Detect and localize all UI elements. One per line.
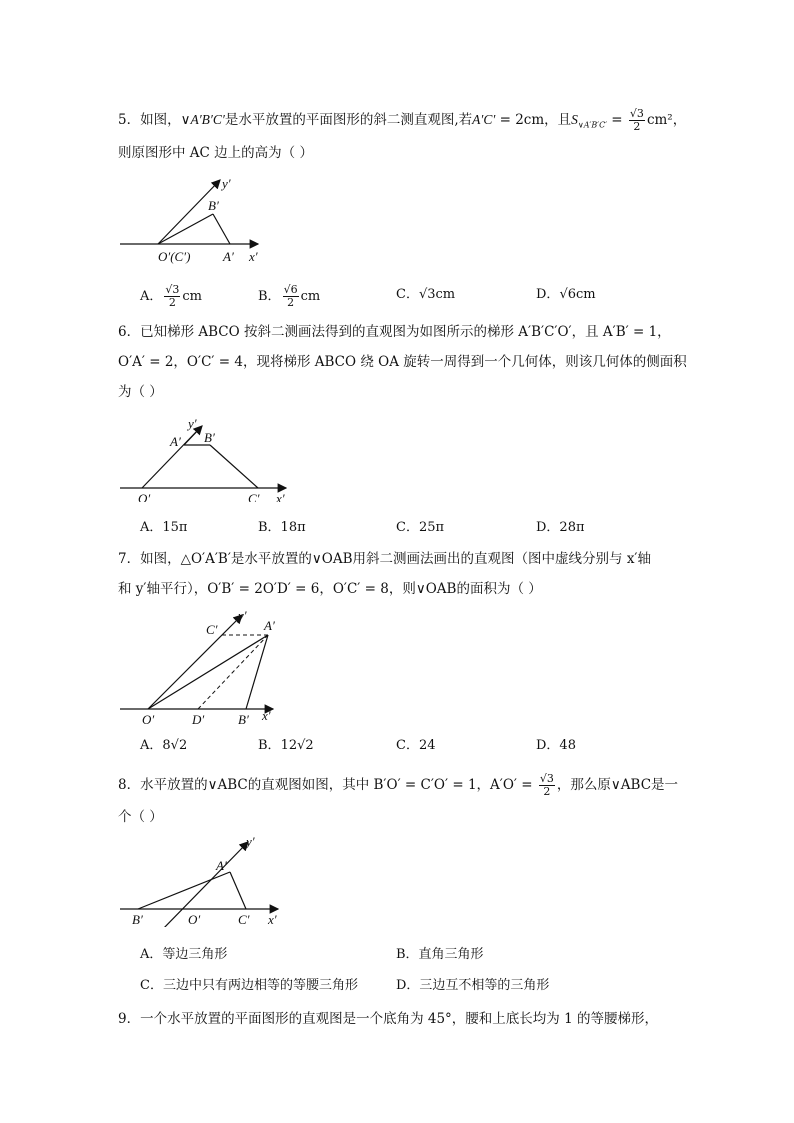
q5-label-x: x′: [249, 249, 258, 264]
q7-option-a[interactable]: A．8√2: [140, 738, 188, 753]
q5-edge-ba: [213, 214, 230, 244]
q8-option-c[interactable]: C．三边中只有两边相等的等腰三角形: [140, 978, 358, 993]
q8-stem-line2: 个（ ）: [118, 809, 163, 825]
q5-edge-ob: [158, 214, 213, 244]
q6-stem-line1: 6．已知梯形 ABCO 按斜二测画法得到的直观图为如图所示的梯形 A′B′C′O′，且 A′B′ = 1，: [118, 324, 671, 340]
q7-label-y: y′: [238, 608, 247, 623]
q6-label-b: B′: [204, 430, 215, 445]
q7-figure: [118, 605, 288, 730]
q5-label-a: A′: [223, 249, 234, 264]
q6-option-d[interactable]: D．28π: [536, 520, 585, 535]
q7-label-b: B′: [238, 712, 249, 727]
q5-label-y: y′: [222, 176, 231, 191]
q8-label-o: O′: [188, 912, 201, 927]
q8-label-y: y′: [246, 834, 255, 849]
q7-label-a: A′: [264, 618, 275, 633]
q8-option-d[interactable]: D．三边互不相等的三角形: [396, 978, 550, 993]
q8-edge-ac: [230, 872, 246, 909]
q7-stem-line2: 和 y′轴平行），O′B′ = 2O′D′ = 6，O′C′ = 8，则∨OAB的面积为（ ）: [118, 581, 542, 597]
q7-label-x: x′: [262, 708, 271, 723]
q6-option-b[interactable]: B．18π: [258, 520, 306, 535]
q7-label-c: C′: [206, 622, 218, 637]
q7-option-d[interactable]: D．48: [536, 738, 576, 753]
q7-option-b[interactable]: B．12√2: [258, 738, 314, 753]
q5-label-o: O′(C′): [158, 249, 191, 264]
q8-label-c: C′: [238, 912, 250, 927]
q8-label-b: B′: [132, 912, 143, 927]
q5-option-d[interactable]: D．√6cm: [536, 287, 596, 302]
q8-label-a: A′: [216, 858, 227, 873]
q6-stem-line2: O′A′ = 2，O′C′ = 4，现将梯形 ABCO 绕 OA 旋转一周得到一个几何体，则该几何体的侧面积: [118, 354, 687, 370]
q8-option-a[interactable]: A．等边三角形: [140, 947, 228, 962]
q8-edge-ba: [138, 872, 230, 909]
q7-stem-line1: 7．如图，△O′A′B′是水平放置的∨OAB用斜二测画法画出的直观图（图中虚线分别与 x′轴: [118, 551, 651, 567]
q8-fraction: $\frac{√3}{2}$: [539, 772, 554, 798]
q8-option-b[interactable]: B．直角三角形: [396, 947, 484, 962]
q6-label-c: C′: [248, 491, 260, 502]
q6-option-a[interactable]: A．15π: [140, 520, 188, 535]
q8-stem-line1: 8．水平放置的∨ABC的直观图如图，其中 B′O′ = C′O′ = 1，A′O′ = $\frac{√3}{2}$ ，那么原∨ABC是一: [118, 772, 679, 798]
q6-edge-bc: [210, 445, 258, 488]
q5-stem-line1: 5．如图，∨A′B′C′是水平放置的平面图形的斜二测直观图,若A′C′ = 2cm，且$S_{\vee A'B'C'}$ = $\frac{√3}{2}$ cm²，: [118, 107, 687, 133]
q5-option-b[interactable]: B． $\frac{√6}{2}$ cm: [258, 283, 321, 309]
q6-option-c[interactable]: C．25π: [396, 520, 445, 535]
q8-label-x: x′: [268, 912, 277, 927]
q9-stem-line1: 9．一个水平放置的平面图形的直观图是一个底角为 45°，腰和上底长均为 1 的等腰梯形，: [118, 1011, 658, 1027]
q7-label-o: O′: [142, 712, 155, 727]
q6-label-o: O′: [138, 491, 151, 502]
q8-figure: [118, 832, 288, 927]
q6-label-x: x′: [276, 491, 285, 502]
q5-option-a[interactable]: A． $\frac{√3}{2}$ cm: [140, 283, 203, 309]
q5-stem-line2: 则原图形中 AC 边上的高为（ ）: [118, 145, 313, 161]
q6-figure: [118, 412, 298, 502]
q7-y-axis: [148, 615, 242, 709]
q6-stem-line3: 为（ ）: [118, 384, 163, 400]
q5-area-fraction: $\frac{√3}{2}$: [629, 107, 644, 133]
q7-option-c[interactable]: C．24: [396, 738, 436, 753]
q6-label-a: A′: [170, 434, 181, 449]
q5-option-c[interactable]: C．√3cm: [396, 287, 456, 302]
q5-label-b: B′: [208, 198, 219, 213]
q6-label-y: y′: [188, 416, 197, 431]
q5-figure: [118, 170, 278, 270]
q7-label-d: D′: [192, 712, 205, 727]
